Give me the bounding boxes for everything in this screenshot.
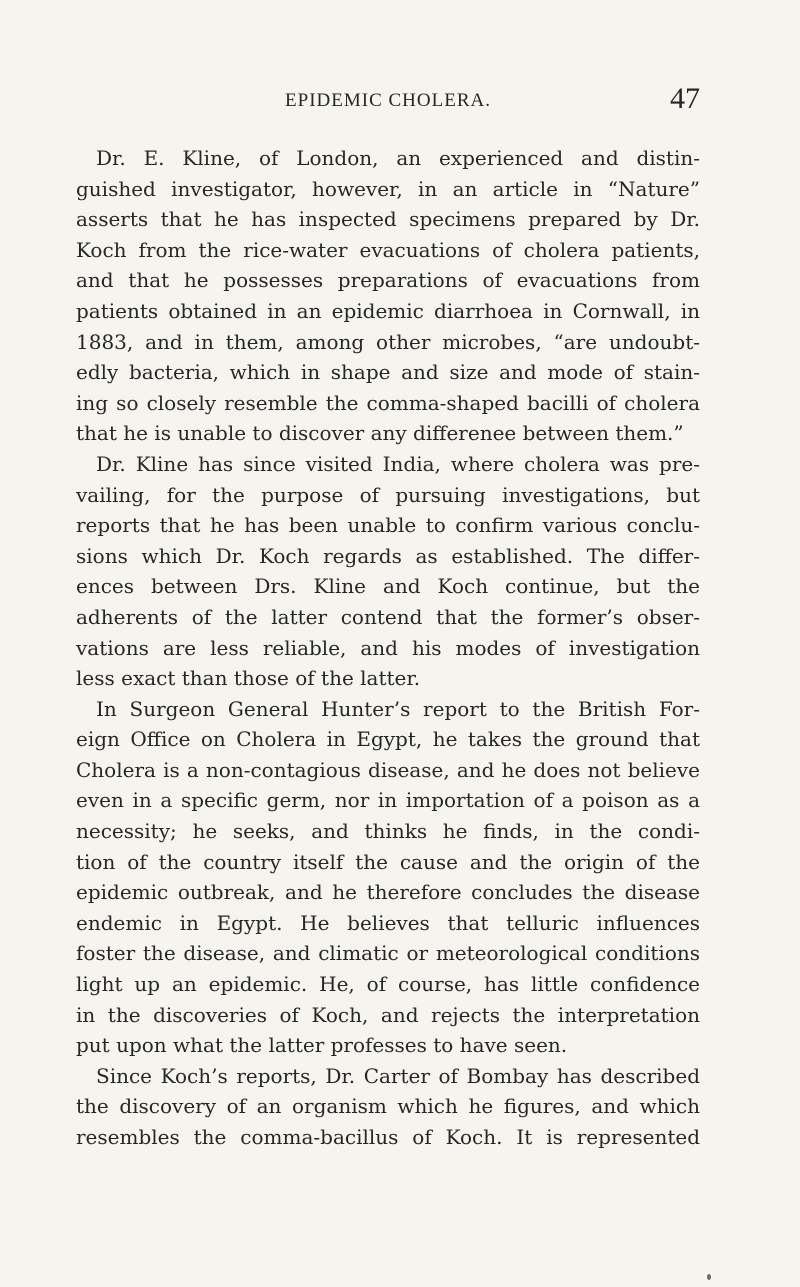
text-line: tion of the country itself the cause and the origin of the (76, 849, 700, 874)
text-line: epidemic outbreak, and he therefore concludes the disease (76, 880, 700, 905)
text-line: adherents of the latter contend that the former’s obser- (76, 604, 700, 629)
text-line: Dr. E. Kline, of London, an experienced and distin- (96, 146, 700, 170)
text-line: patients obtained in an epidemic diarrhoea in Cornwall, in (76, 298, 700, 323)
text-line: and that he possesses preparations of evacuations from (76, 268, 700, 293)
text-line: light up an epidemic. He, of course, has little confidence (76, 972, 700, 997)
text-line: Cholera is a non-contagious disease, and he does not believe (76, 757, 700, 782)
text-line: reports that he has been unable to confirm various conclu- (76, 513, 700, 538)
running-header (76, 82, 700, 116)
running-title: EPIDEMIC CHOLERA. (285, 90, 491, 111)
body-text (76, 143, 700, 1153)
text-line: that he is unable to discover any differenee between them.” (76, 421, 684, 446)
text-line: 1883, and in them, among other microbes, “are undoubt- (76, 329, 700, 354)
text-line: foster the disease, and climatic or meteorological conditions (76, 941, 700, 966)
text-line: Dr. Kline has since visited India, where cholera was pre- (96, 451, 700, 476)
text-line: necessity; he seeks, and thinks he finds, in the condi- (76, 819, 700, 844)
text-line: In Surgeon General Hunter’s report to the British For- (96, 696, 700, 721)
text-line: vailing, for the purpose of pursuing investigations, but (76, 482, 700, 507)
text-line: ences between Drs. Kline and Koch continue, but the (76, 574, 700, 599)
text-line: asserts that he has inspected specimens prepared by Dr. (76, 207, 700, 232)
text-line: ing so closely resemble the comma-shaped bacilli of cholera (76, 390, 700, 415)
text-line: endemic in Egypt. He believes that telluric influences (76, 910, 700, 935)
text-line: edly bacteria, which in shape and size and mode of stain- (76, 360, 700, 385)
page-number: 47 (670, 82, 700, 115)
text-line: in the discoveries of Koch, and rejects the interpretation (76, 1002, 700, 1027)
text-line: eign Office on Cholera in Egypt, he takes the ground that (76, 727, 700, 752)
text-line: less exact than those of the latter. (76, 666, 421, 691)
text-line: put upon what the latter professes to have seen. (76, 1033, 568, 1058)
text-line: resembles the comma-bacillus of Koch. It is represented (76, 1125, 700, 1149)
print-speck (707, 1274, 711, 1280)
text-line: guished investigator, however, in an article in “Nature” (76, 176, 700, 201)
text-line: Since Koch’s reports, Dr. Carter of Bombay has described (96, 1063, 700, 1088)
text-line: even in a specific germ, nor in importation of a poison as a (76, 788, 700, 813)
text-line: vations are less reliable, and his modes of investigation (76, 635, 700, 660)
text-line: the discovery of an organism which he figures, and which (76, 1094, 700, 1119)
text-line: sions which Dr. Koch regards as established. The differ- (76, 543, 700, 568)
text-line: Koch from the rice-water evacuations of cholera patients, (76, 237, 700, 262)
